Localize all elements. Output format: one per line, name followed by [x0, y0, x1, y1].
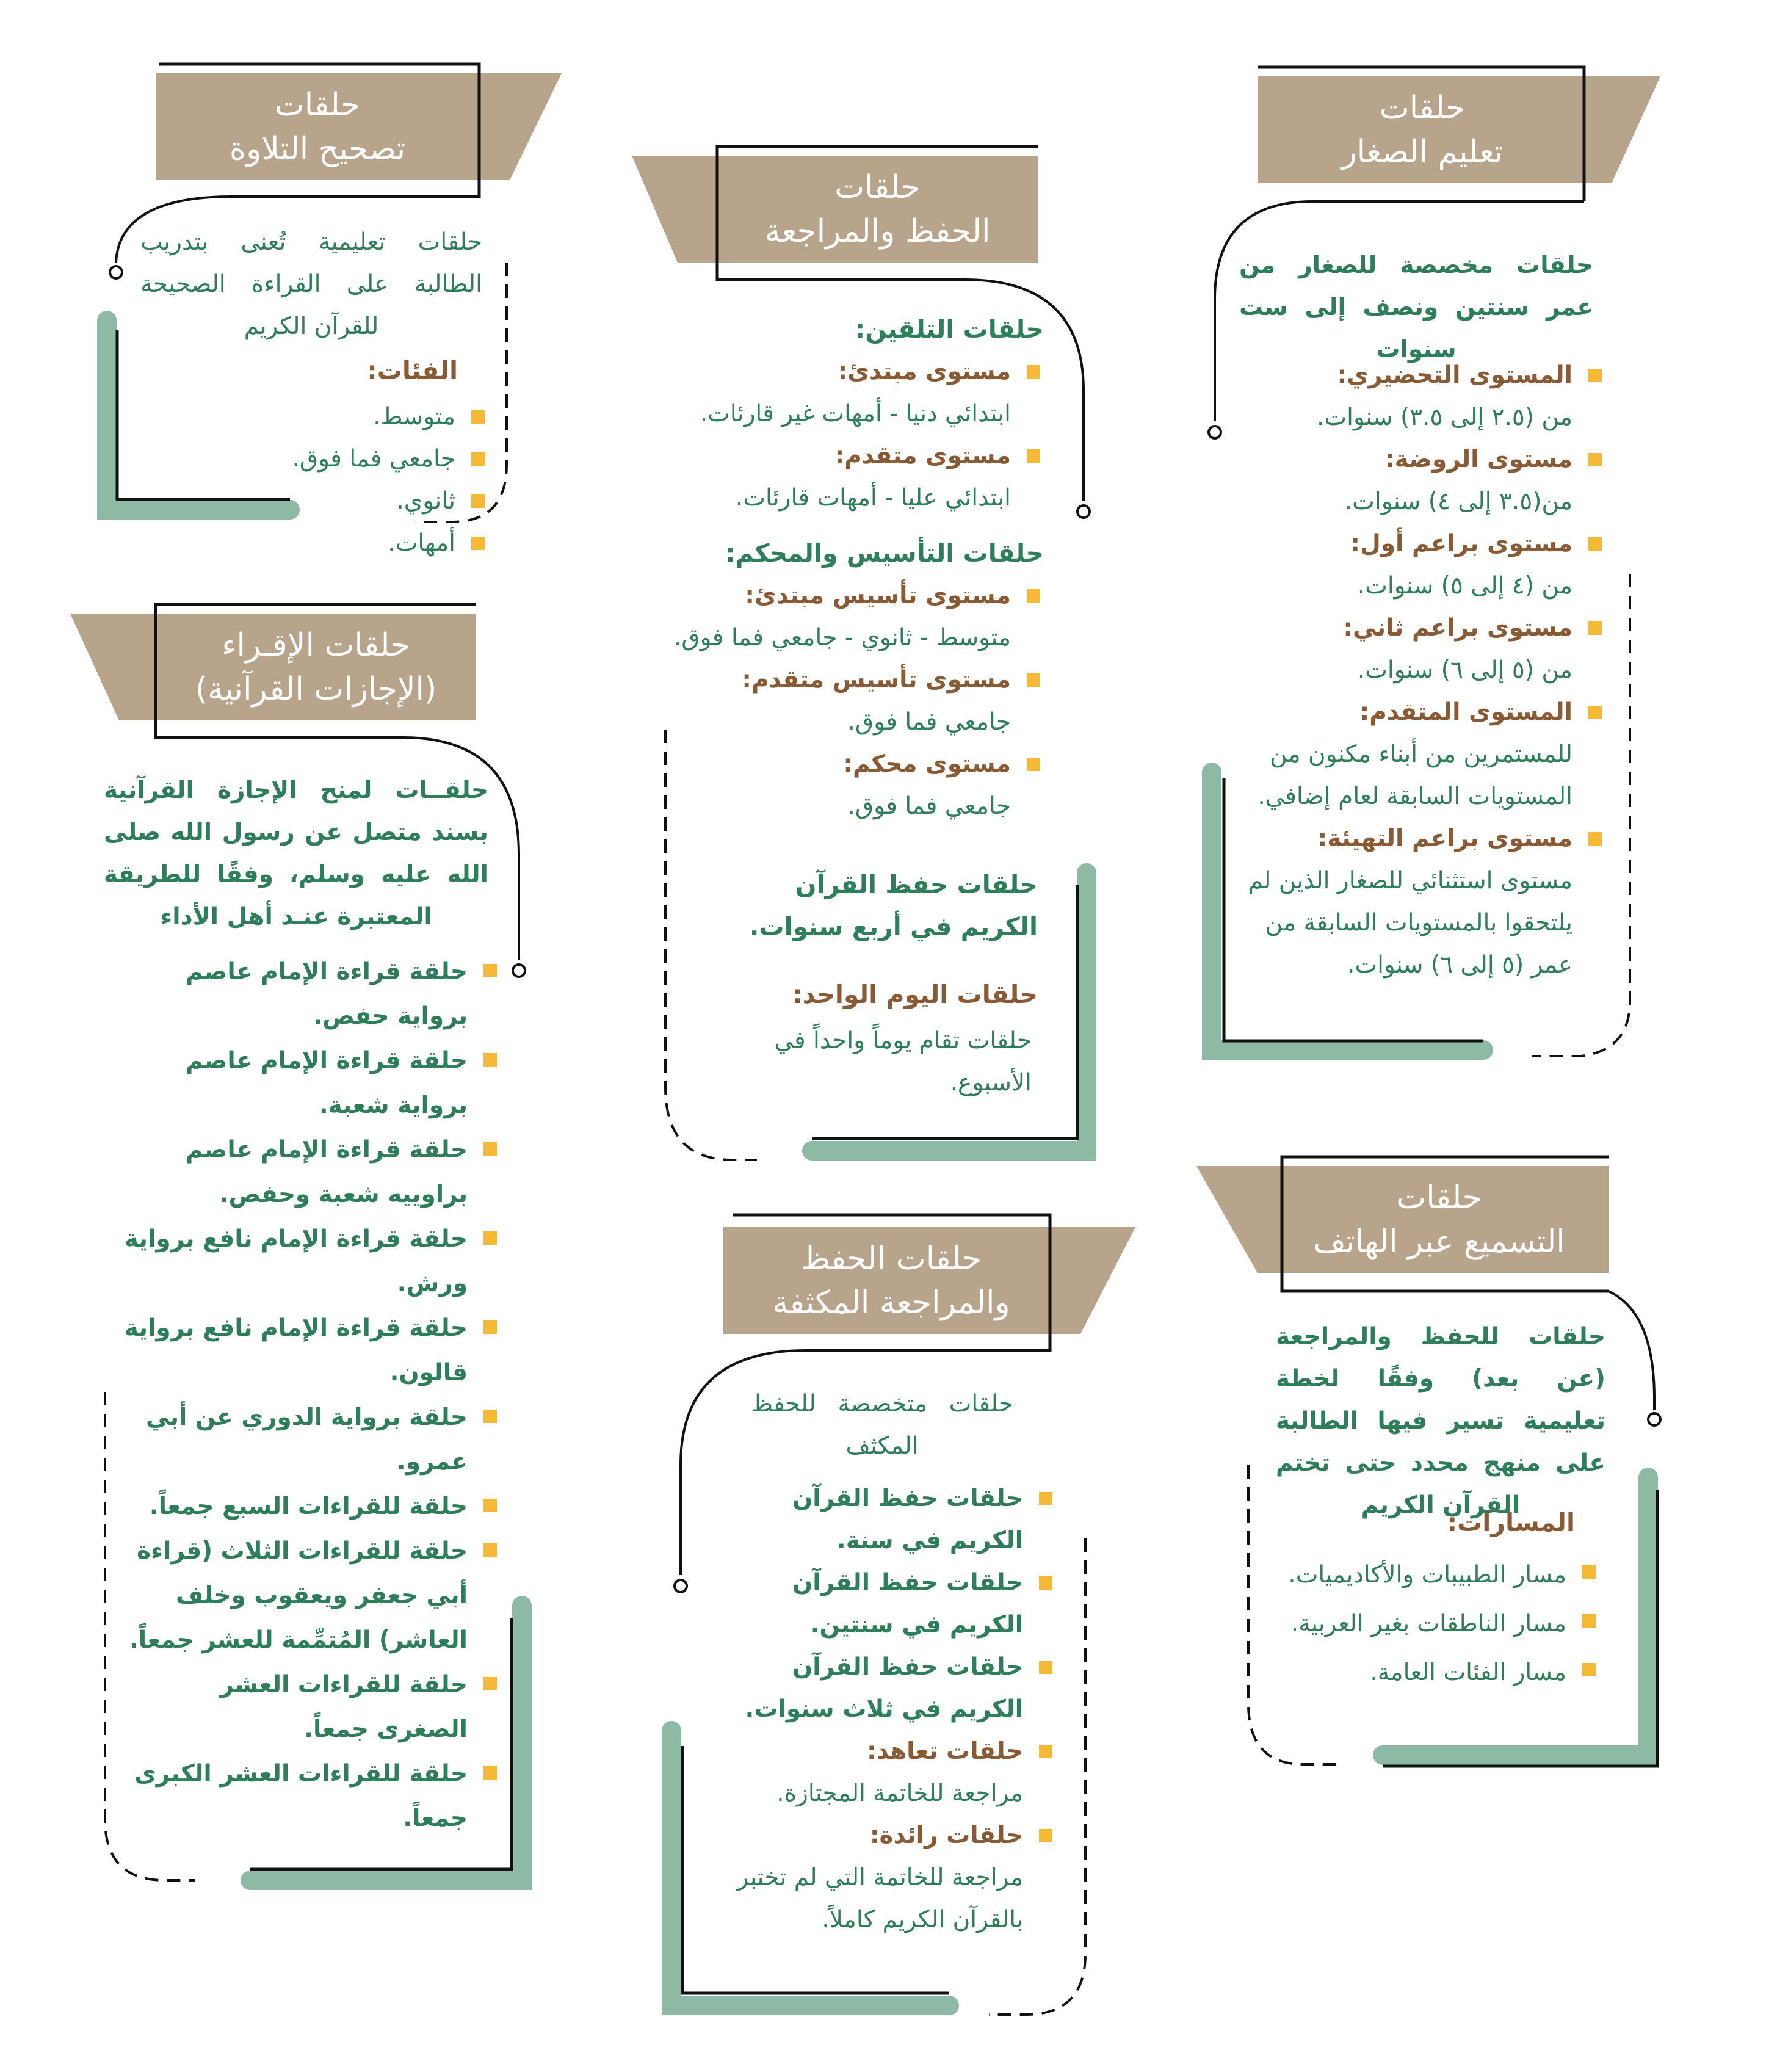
- kids-description: حلقات مخصصة للصغار من عمر سنتين ونصف إلى ست سنوات: [1239, 252, 1593, 363]
- phone-curve-line: [1609, 1291, 1654, 1410]
- list-item: حلقة للقراءات الثلاث (قراءة أبي جعفر ويعقوب وخلف العاشر) المُتمِّمة للعشر جمعاً.: [122, 1529, 501, 1662]
- kids-levels-list: [1227, 354, 1605, 986]
- intensive-list: [714, 1477, 1056, 1941]
- phone-tracks-heading: المسارات:: [1447, 1508, 1575, 1537]
- tilawa-description: حلقات تعليمية تُعنى بتدريب الطالبة على القراءة الصحيحة للقرآن الكريم: [140, 228, 482, 340]
- iqraa-title-line2: (الإجازات القرآنية): [195, 670, 437, 708]
- intensive-title-line1: حلقات الحفظ: [800, 1240, 982, 1277]
- list-item: حلقة للقراءات العشر الصغرى جمعاً.: [122, 1662, 501, 1751]
- list-item: مسار الطبيبات والأكاديميات.: [1258, 1551, 1599, 1599]
- phone-title-line2: التسميع عبر الهاتف: [1313, 1223, 1565, 1260]
- list-item: ثانوي.: [327, 480, 488, 522]
- talqeen-list: [647, 350, 1044, 519]
- list-item: حلقات حفظ القرآن الكريم في ثلاث سنوات.: [714, 1646, 1056, 1730]
- list-item: حلقات رائدة: مراجعة للخاتمة التي لم تختبر بالقرآن الكريم كاملاً.: [714, 1814, 1056, 1941]
- intensive-title-line2: والمراجعة المكثفة: [772, 1284, 1010, 1321]
- list-item: حلقات حفظ القرآن الكريم في سنتين.: [714, 1562, 1056, 1646]
- phone-tracks-list: [1258, 1551, 1599, 1697]
- list-item: مستوى محكم: جامعي فما فوق.: [647, 743, 1044, 827]
- list-item: مستوى براعم أول: من (٤ إلى ٥) سنوات.: [1227, 523, 1605, 607]
- memorize-title-line1: حلقات: [834, 168, 921, 206]
- list-item: حلقة برواية الدوري عن أبي عمرو.: [122, 1395, 501, 1484]
- list-item: حلقة قراءة الإمام عاصم برواية شعبة.: [122, 1038, 501, 1128]
- memorize-title: [717, 156, 1038, 263]
- list-item: متوسط.: [327, 396, 488, 438]
- list-item: حلقات حفظ القرآن الكريم في سنة.: [714, 1477, 1056, 1562]
- list-item: حلقة قراءة الإمام عاصم برواية حفص.: [122, 949, 501, 1038]
- memorize-dot: [1077, 505, 1090, 518]
- list-item: حلقة للقراءات السبع جمعاً.: [122, 1484, 501, 1529]
- list-item: مستوى متقدم: ابتدائي عليا - أمهات قارئات.: [647, 435, 1044, 519]
- iqraa-description: حلقــات لمنح الإجازة القرآنية بسند متصل عن رسول الله صلى الله عليه وسلم، وفقًا للطريقة المعتبرة عنـد أهل الأداء: [104, 777, 488, 930]
- kids-dot: [1209, 426, 1221, 438]
- list-item: المستوى المتقدم: للمستمرين من أبناء مكنون من المستويات السابقة لعام إضافي.: [1227, 691, 1605, 817]
- list-item: مستوى براعم التهيئة: مستوى استثنائي للصغار الذين لم يلتحقوا بالمستويات السابقة من عمر (٥ إلى ٦) سنوات.: [1227, 817, 1605, 986]
- tilawa-title-line2: تصحيح التلاوة: [229, 130, 406, 167]
- tilawa-categories-heading: الفئات:: [367, 356, 458, 385]
- kids-title-line1: حلقات: [1379, 89, 1466, 126]
- list-item: مستوى براعم ثاني: من (٥ إلى ٦) سنوات.: [1227, 607, 1605, 691]
- list-item: مسار الفئات العامة.: [1258, 1648, 1599, 1697]
- list-item: مستوى تأسيس متقدم: جامعي فما فوق.: [647, 659, 1044, 743]
- intensive-title: [733, 1227, 1050, 1334]
- iqraa-title-line1: حلقات الإقـراء: [222, 626, 410, 664]
- memorize-content: [647, 308, 1044, 827]
- iqraa-dot: [513, 965, 525, 977]
- foundation-heading: حلقات التأسيس والمحكم:: [725, 538, 1044, 568]
- intensive-dot: [675, 1580, 687, 1592]
- four-years-text: حلقات حفظ القرآن الكريم في أربع سنوات.: [749, 870, 1038, 941]
- foundation-list: [647, 574, 1044, 827]
- one-day-text: حلقات تقام يوماً واحداً في الأسبوع.: [774, 1027, 1032, 1096]
- memorize-title-line2: الحفظ والمراجعة: [764, 212, 991, 250]
- list-item: حلقة قراءة الإمام عاصم براوييه شعبة وحفص.: [122, 1128, 501, 1217]
- kids-title-line2: تعليم الصغار: [1341, 133, 1504, 170]
- list-item: مسار الناطقات بغير العربية.: [1258, 1599, 1599, 1648]
- list-item: أمهات.: [272, 522, 488, 564]
- iqraa-title: [156, 614, 476, 720]
- phone-title: [1270, 1166, 1609, 1273]
- list-item: المستوى التحضيري: من (٢.٥ إلى ٣.٥) سنوات.: [1227, 354, 1605, 438]
- one-day-heading: حلقات اليوم الواحد:: [792, 980, 1038, 1009]
- list-item: مستوى مبتدئ: ابتدائي دنيا - أمهات غير قارئات.: [647, 350, 1044, 435]
- tilawa-dot: [110, 266, 122, 278]
- list-item: مستوى تأسيس مبتدئ: متوسط - ثانوي - جامعي فما فوق.: [647, 574, 1044, 659]
- tilawa-title: [156, 73, 479, 180]
- tilawa-categories-list: [134, 396, 488, 564]
- phone-description: حلقات للحفظ والمراجعة (عن بعد) وفقًا لخطة تعليمية تسير فيها الطالبة على منهج محدد حتى تختم القرآن الكريم: [1276, 1323, 1605, 1519]
- list-item: حلقة للقراءات العشر الكبرى جمعاً.: [122, 1751, 501, 1841]
- phone-title-line1: حلقات: [1396, 1179, 1482, 1216]
- intensive-description: حلقات متخصصة للحفظ المكثف: [751, 1390, 1013, 1460]
- list-item: حلقة قراءة الإمام نافع برواية ورش.: [122, 1217, 501, 1306]
- talqeen-heading: حلقات التلقين:: [855, 314, 1044, 344]
- iqraa-list: [122, 949, 501, 1841]
- phone-dot: [1648, 1413, 1660, 1425]
- kids-title: [1258, 76, 1587, 183]
- list-item: جامعي فما فوق.: [272, 438, 488, 480]
- list-item: حلقات تعاهد: مراجعة للخاتمة المجتازة.: [714, 1730, 1056, 1814]
- list-item: حلقة قراءة الإمام نافع برواية قالون.: [122, 1306, 501, 1395]
- tilawa-title-line1: حلقات: [274, 86, 361, 123]
- list-item: مستوى الروضة: من(٣.٥ إلى ٤) سنوات.: [1227, 438, 1605, 523]
